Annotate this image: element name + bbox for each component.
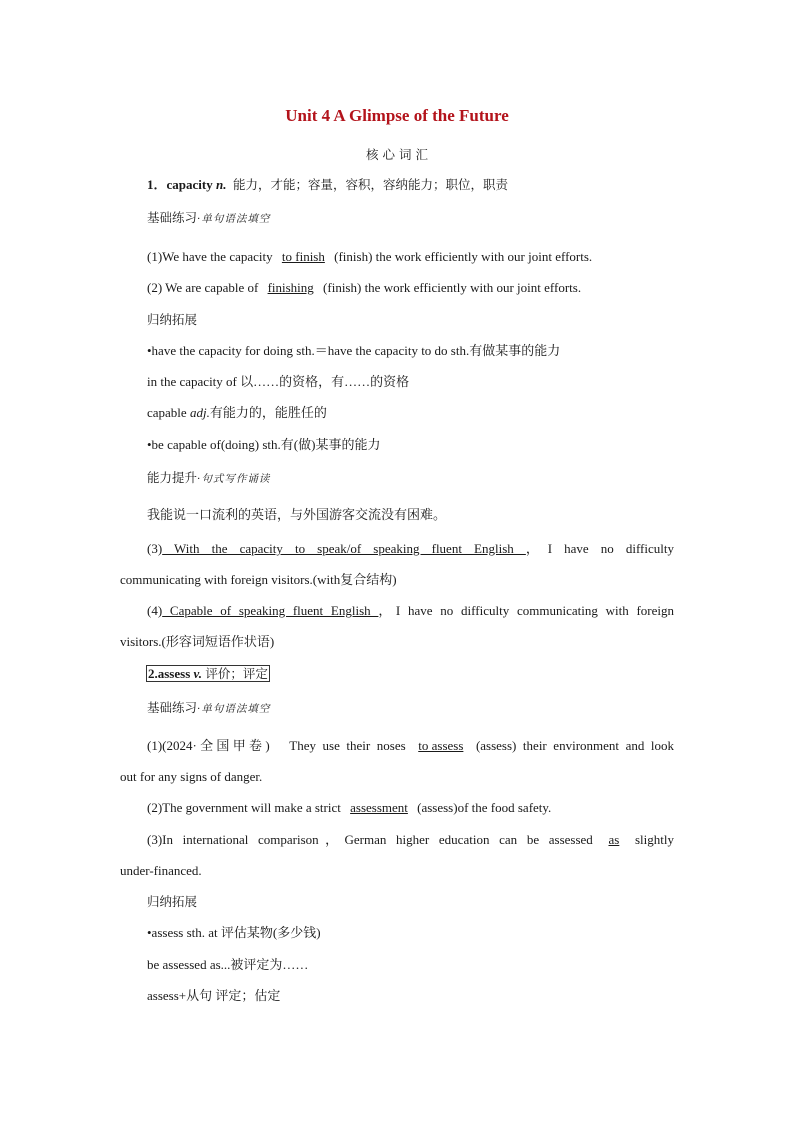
ability-heading: 能力提升·句式写作诵读 (147, 470, 271, 485)
entry-pos: n. (212, 177, 227, 192)
exercise-3: (3)In international comparison，German higher education can be assessed as slightly (147, 832, 675, 847)
chinese-prompt: 我能说一口流利的英语，与外国游客交流没有困难。 (147, 508, 447, 523)
exercise-2: (2) We are capable of finishing (finish) the work efficiently with our joint efforts. (147, 280, 582, 295)
entry-number: 1． (147, 177, 167, 192)
answer-blank: With the capacity to speak/of speaking fluent English (162, 541, 526, 556)
entry-meaning: 能力，才能；容量，容积，容纳能力；职位，职责 (232, 177, 508, 192)
exercise-1-continued: out for any signs of danger. (120, 769, 263, 784)
summary-line: •assess sth. at 评估某物(多少钱) (147, 925, 321, 940)
exercise-2: (2)The government will make a strict assessment (assess)of the food safety. (147, 800, 552, 815)
summary-line: assess+从句 评定；估定 (147, 988, 281, 1003)
summary-heading: 归纳拓展 (147, 312, 198, 327)
answer-blank: to assess (418, 738, 464, 753)
summary-heading: 归纳拓展 (147, 894, 198, 909)
exercise-1: (1)(2024·全国甲卷) They use their noses to assess (assess) their environment and look (147, 738, 675, 753)
summary-line: •have the capacity for doing sth.＝have the capacity to do sth.有做某事的能力 (147, 343, 561, 358)
entry-word: capacity (166, 177, 213, 192)
answer-blank: to finish (281, 249, 325, 264)
exercise-3-continued: under-financed. (120, 863, 202, 878)
exercise-3-continued: communicating with foreign visitors.(with复合结构) (120, 572, 397, 587)
answer-blank: Capable of speaking fluent English (162, 603, 379, 618)
exercise-3: (3) With the capacity to speak/of speaking fluent English ，I have no difficulty (147, 541, 674, 556)
summary-line: capable adj.有能力的，能胜任的 (147, 405, 327, 420)
summary-line: •be capable of(doing) sth.有(做)某事的能力 (147, 437, 381, 452)
practice-heading: 基础练习·单句语法填空 (147, 210, 271, 225)
practice-heading: 基础练习·单句语法填空 (147, 700, 271, 715)
answer-blank: assessment (350, 800, 408, 815)
vocab-entry-assess: 2.assess v. 评价；评定 (148, 666, 268, 681)
section-heading: 核 心 词 汇 (366, 147, 428, 162)
exercise-4-continued: visitors.(形容词短语作状语) (120, 634, 275, 649)
answer-blank: as (608, 832, 620, 847)
exercise-1: (1)We have the capacity to finish (finish) the work efficiently with our joint efforts. (147, 249, 593, 264)
summary-line: in the capacity of 以……的资格，有……的资格 (147, 374, 410, 389)
vocab-entry-capacity (147, 176, 508, 194)
summary-line: be assessed as...被评定为…… (147, 957, 309, 972)
answer-blank: finishing (267, 280, 314, 295)
exercise-4: (4) Capable of speaking fluent English ，I have no difficulty communicating with foreign (147, 603, 674, 618)
page-title: Unit 4 A Glimpse of the Future (285, 106, 509, 125)
